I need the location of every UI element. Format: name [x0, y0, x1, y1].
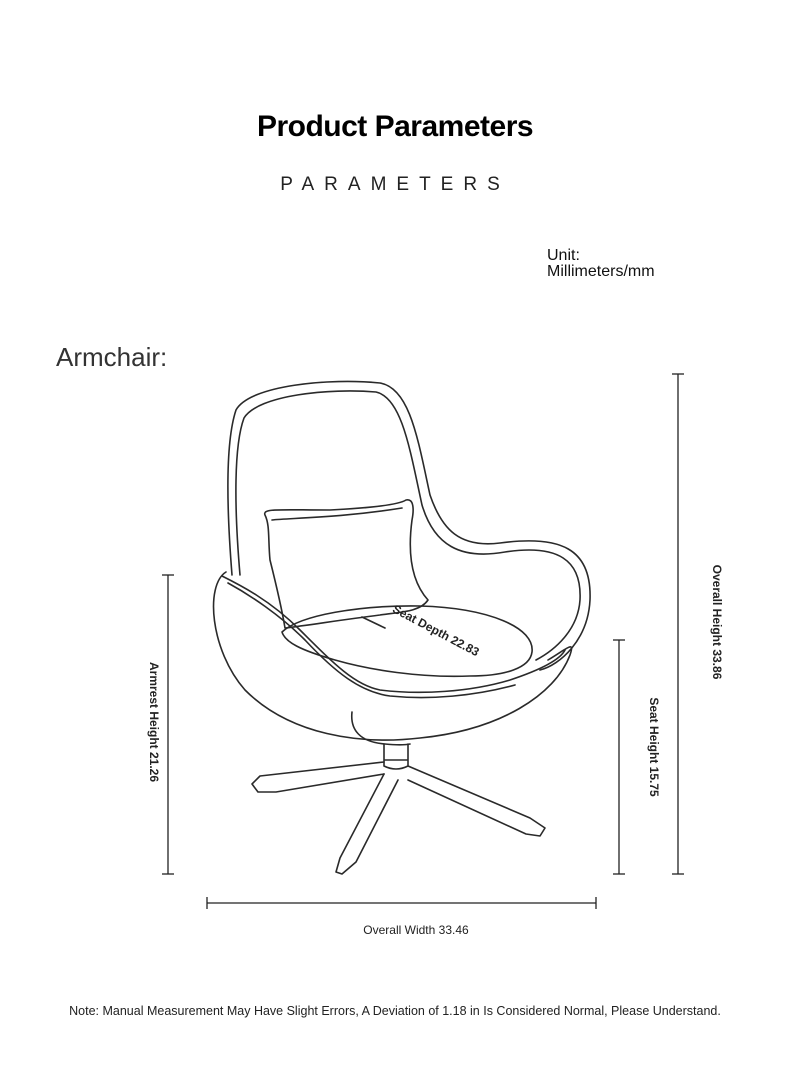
shell-rim — [222, 576, 565, 692]
leg-right — [408, 766, 545, 836]
leg-left — [252, 762, 384, 792]
seat-height-label: Seat Height 15.75 — [647, 697, 661, 797]
backrest-outline — [228, 381, 590, 670]
unit-value: Millimeters/mm — [547, 263, 655, 280]
armrest-height-label: Armrest Height 21.26 — [147, 661, 161, 783]
armchair-illustration — [214, 381, 591, 874]
unit-label: Unit: — [547, 247, 580, 264]
page-title: Product Parameters — [256, 110, 534, 143]
section-title: Armchair: — [56, 342, 168, 372]
leg-front — [336, 774, 398, 874]
shell-bowl — [214, 572, 572, 740]
page-subtitle: PARAMETERS — [280, 174, 510, 195]
measurement-note: Note: Manual Measurement May Have Slight Errors, A Deviation of 1.18 in Is Considered Normal, Please Understand. — [69, 1004, 721, 1018]
overall-height-label: Overall Height 33.86 — [710, 564, 724, 680]
overall-width-label: Overall Width 33.46 — [363, 923, 469, 937]
seat-depth-label: Seat Depth 22.83 — [390, 601, 482, 660]
